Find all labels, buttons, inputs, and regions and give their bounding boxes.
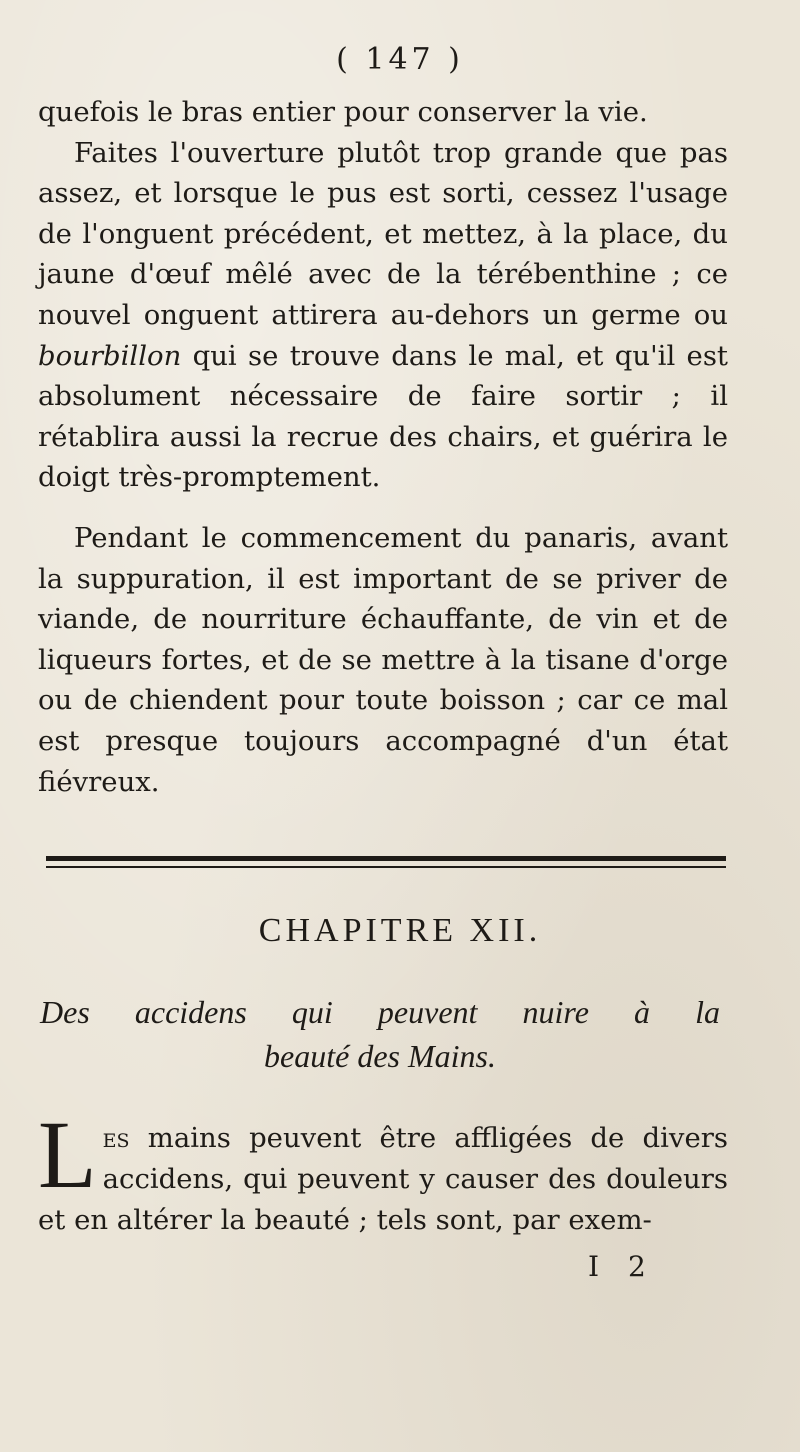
subtitle-line-2: beauté des Mains. [264, 1038, 496, 1074]
chapter-divider-thin [46, 866, 726, 868]
chapter-body-text: mains peuvent être affligées de divers accidens, qui peuvent y causer des douleurs et en altérer la beauté ; tels sont, par exem- [38, 1122, 729, 1236]
signature-mark: I 2 [588, 1250, 656, 1283]
paragraph-text: Pendant le commencement du panaris, avant la suppuration, il est important de se priver de viande, de nourriture échauffante, de vin et de liqueurs fortes, et de se mettre à la tisane d'orge ou de chiendent pour toute boisson ; car ce mal est presque toujours accompagné d'un état fiévreux. [38, 522, 728, 798]
paragraph-text-end: qui se trouve dans le mal, et qu'il est absolument nécessaire de faire sortir ; il rétablira aussi la recrue des chairs, et guérira le doigt très-promptement. [38, 339, 728, 494]
first-word-rest: es [102, 1122, 130, 1154]
subtitle-line-1: Des accidens qui peuvent nuire à la [40, 994, 720, 1030]
chapter-title: CHAPITRE XII. [258, 912, 542, 949]
drop-cap: L [38, 1101, 97, 1208]
chapter-subtitle [40, 990, 720, 1078]
continuation-line: quefois le bras entier pour conserver la vie. [38, 96, 648, 128]
page-number: ( 147 ) [336, 42, 464, 77]
italic-term: bourbillon [38, 339, 182, 372]
paragraph-continuation [38, 92, 728, 498]
chapter-opening-paragraph [38, 1101, 729, 1241]
paragraph-panaris [38, 518, 728, 802]
paragraph-text: Faites l'ouverture plutôt trop grande que pas assez, et lorsque le pus est sorti, cessez l'usage de l'onguent précédent, et mettez, à la place, du jaune d'œuf mêlé avec de la térébenthine ; ce nouvel onguent attirera au-dehors un germe ou [38, 136, 728, 331]
chapter-divider-thick [46, 856, 726, 861]
paragraph-ouverture [38, 133, 728, 498]
